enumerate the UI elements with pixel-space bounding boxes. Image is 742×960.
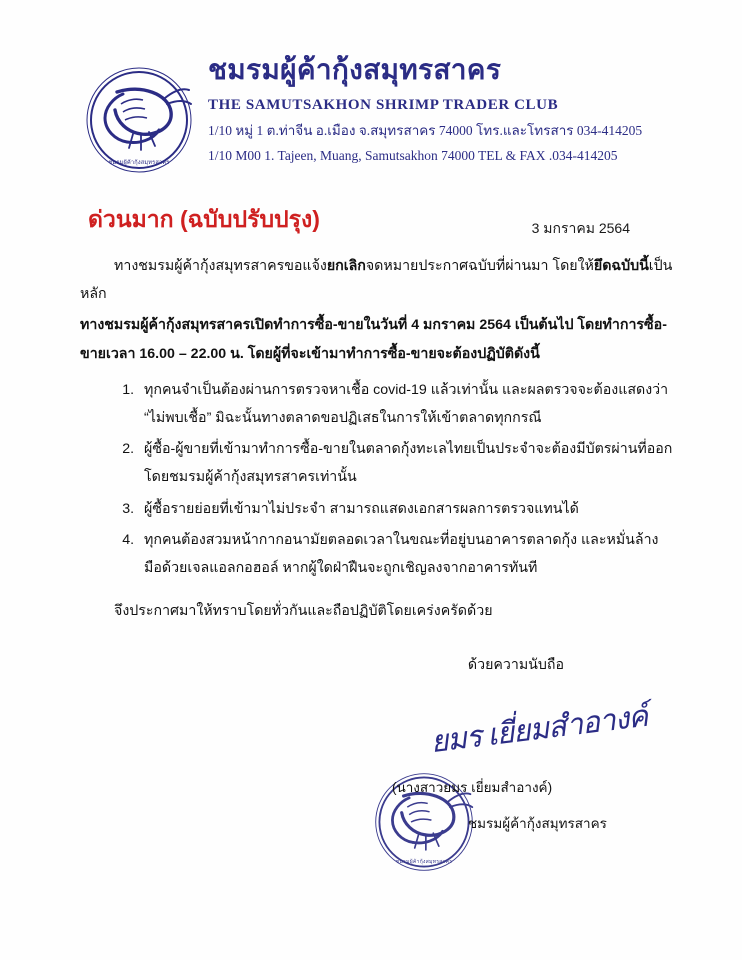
- address-thai: 1/10 หมู่ 1 ต.ท่าจีน อ.เมือง จ.สมุทรสาคร 74000 โทร.และโทรสาร 034-414205: [208, 123, 643, 138]
- intro-part1: ทางชมรมผู้ค้ากุ้งสมุทรสาครขอแจ้ง: [114, 258, 327, 274]
- shrimp-logo-icon: [83, 64, 195, 176]
- handwritten-signature: ยมร เยี่ยมสำอางค์: [428, 699, 650, 759]
- letterhead-text: [198, 52, 682, 167]
- lead-paragraph: ทางชมรมผู้ค้ากุ้งสมุทรสาครเปิดทำการซื้อ-ขายในวันที่ 4 มกราคม 2564 เป็นต้นไป โดยทำการซื้อ-ขายเวลา 16.00 – 22.00 น. โดยผู้ที่จะเข้ามาทำการซื้อ-ขายจะต้องปฏิบัติดังนี้: [80, 316, 667, 362]
- title-row: [0, 176, 742, 238]
- intro-bold-cancel: ยกเลิก: [326, 258, 366, 274]
- signer-role: ชมรมผู้ค้ากุ้งสมุทรสาคร: [468, 815, 607, 831]
- closing-paragraph: จึงประกาศมาให้ทราบโดยทั่วกันและถือปฏิบัติโดยเคร่งครัดด้วย: [114, 602, 493, 619]
- org-name-english: THE SAMUTSAKHON SHRIMP TRADER CLUB: [208, 97, 559, 113]
- list-item: 3. ผู้ซื้อรายย่อยที่เข้ามาไม่ประจำ สามารถแสดงเอกสารผลการตรวจแทนได้: [138, 496, 676, 524]
- signature-block: [0, 684, 742, 914]
- list-item: 1. ทุกคนจำเป็นต้องผ่านการตรวจหาเชื้อ covid-19 แล้วเท่านั้น และผลตรวจจะต้องแสดงว่า “ไม่พบเชื้อ” มิฉะนั้นทางตลาดขอปฏิเสธในการให้เข้าตลาดทุกกรณี: [138, 377, 676, 432]
- document-date: 3 มกราคม 2564: [531, 220, 630, 236]
- seal-caption: ชมรมผู้ค้ากุ้งสมุทรสาคร: [395, 858, 453, 865]
- letterhead: [0, 0, 742, 176]
- logo-container: [80, 52, 198, 176]
- signer-name: (นางสาวยมร เยี่ยมสำอางค์): [392, 779, 553, 795]
- document-body: [0, 238, 742, 680]
- intro-part3: เป็นหลัก: [80, 258, 673, 303]
- address-english: 1/10 M00 1. Tajeen, Muang, Samutsakhon 74000 TEL & FAX .034-414205: [208, 147, 618, 163]
- document-title: ด่วนมาก (ฉบับปรับปรุง): [88, 206, 320, 232]
- list-item: 4. ทุกคนต้องสวมหน้ากากอนามัยตลอดเวลาในขณะที่อยู่บนอาคารตลาดกุ้ง และหมั่นล้างมือด้วยเจลแอลกอฮอล์ หากผู้ใดฝ่าฝืนจะถูกเชิญลงจากอาคารทันที: [138, 527, 676, 582]
- rules-list: [80, 377, 676, 583]
- org-name-thai: ชมรมผู้ค้ากุ้งสมุทรสาคร: [208, 54, 502, 85]
- intro-bold-adhere: ยึดฉบับนี้: [593, 258, 649, 274]
- list-item: 2. ผู้ซื้อ-ผู้ขายที่เข้ามาทำการซื้อ-ขายในตลาดกุ้งทะเลไทยเป็นประจำจะต้องมีบัตรผ่านที่ออกโดยชมรมผู้ค้ากุ้งสมุทรสาครเท่านั้น: [138, 436, 676, 491]
- logo-caption: ชมรมผู้ค้ากุ้งสมุทรสาคร: [108, 160, 170, 166]
- regards-text: ด้วยความนับถือ: [467, 657, 564, 674]
- intro-paragraph: [80, 252, 676, 309]
- intro-part2: จดหมายประกาศฉบับที่ผ่านมา โดยให้: [365, 258, 594, 274]
